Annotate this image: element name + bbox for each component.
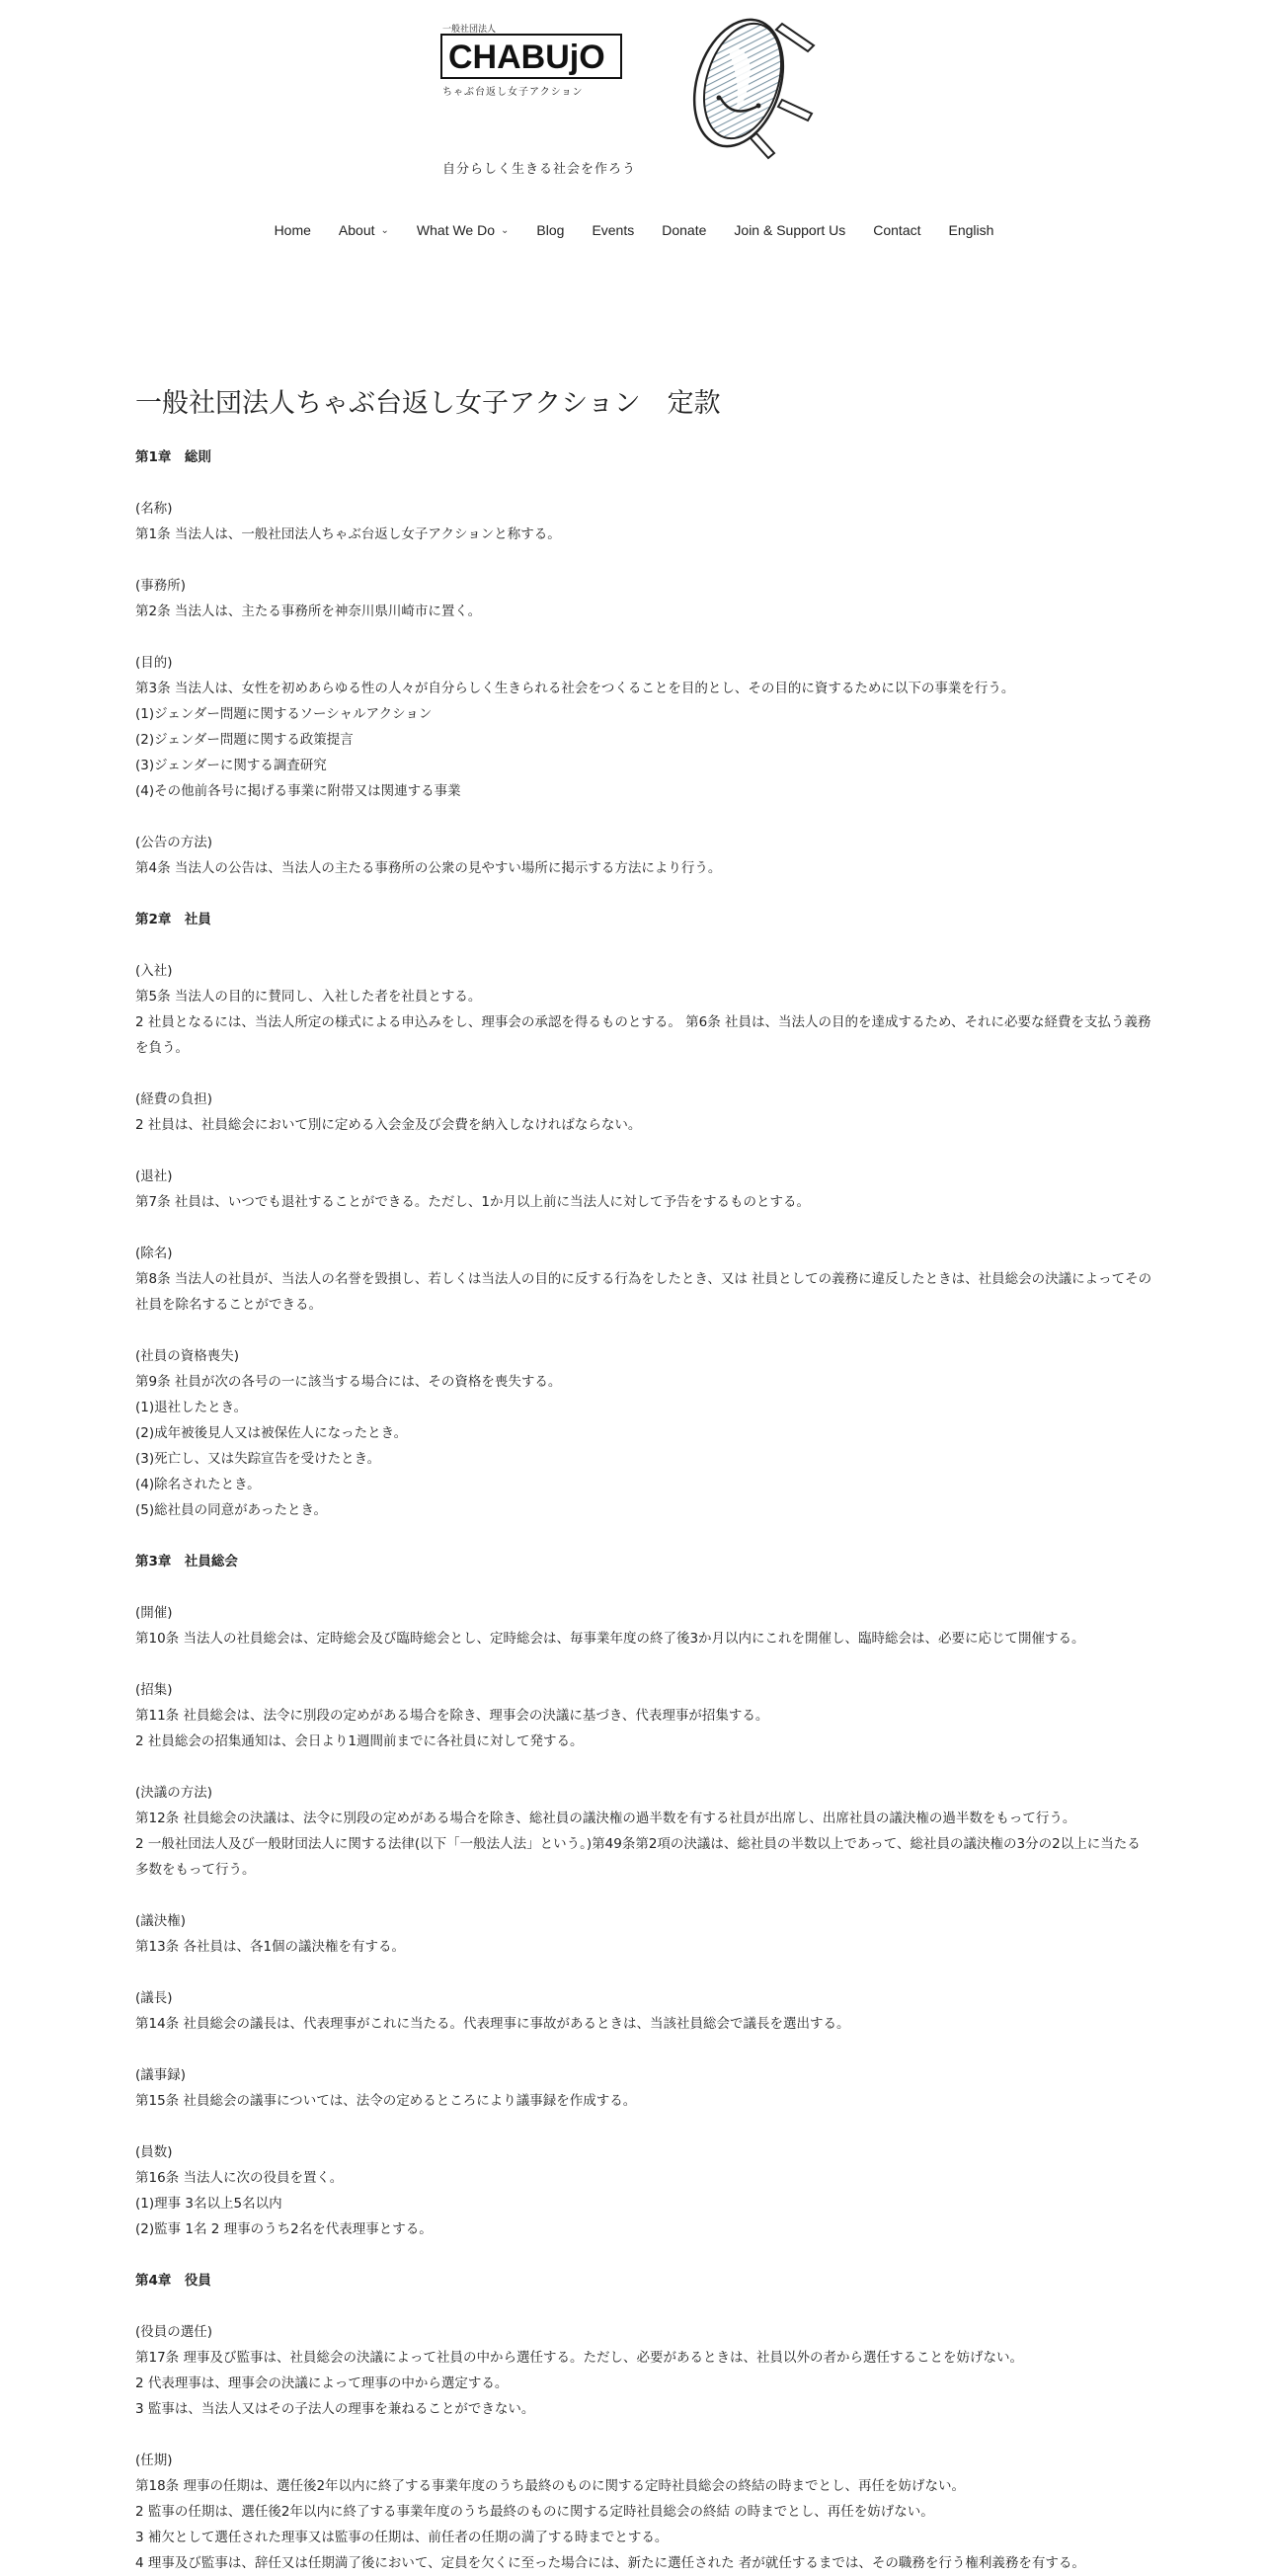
paragraph-spacer xyxy=(135,1138,1152,1164)
article-paragraph: 第11条 社員総会は、法令に別段の定めがある場合を除き、理事会の決議に基づき、代表理事が招集する。 xyxy=(135,1708,769,1724)
paragraph-spacer xyxy=(135,804,1152,830)
chapter-heading: 第4章 役員 xyxy=(135,2273,211,2289)
paragraph-spacer xyxy=(135,2422,1152,2448)
article-paragraph: (議決権) xyxy=(135,1913,187,1929)
logo-tagline: 自分らしく生きる社会を作ろう xyxy=(442,162,637,177)
article-paragraph: (1)ジェンダー問題に関するソーシャルアクション xyxy=(135,706,433,722)
article-paragraph: (入社) xyxy=(135,963,173,979)
chapter-heading: 第2章 社員 xyxy=(135,912,211,927)
nav-about[interactable] xyxy=(325,222,403,238)
logo-small-text: 一般社団法人 xyxy=(442,25,497,35)
nav-join-support-label: Join & Support Us xyxy=(734,222,846,238)
article-paragraph: (議長) xyxy=(135,1990,173,2006)
chapter-heading: 第3章 社員総会 xyxy=(135,1554,238,1570)
article-paragraph: 第5条 当法人の目的に賛同し、入社した者を社員とする。 xyxy=(135,989,482,1005)
article-paragraph: 第3条 当法人は、女性を初めあらゆる性の人々が自分らしく生きられる社会をつくることを目的とし、その目的に資するために以下の事業を行う。 xyxy=(135,681,1015,696)
nav-what-we-do[interactable] xyxy=(403,222,523,238)
article-paragraph: (議事録) xyxy=(135,2067,187,2083)
article-paragraph: (経費の負担) xyxy=(135,1091,213,1107)
article-paragraph: 3 補欠として選任された理事又は監事の任期は、前任者の任期の満了する時までとする。 xyxy=(135,2530,669,2545)
nav-donate[interactable] xyxy=(648,222,720,238)
article-paragraph: 第8条 当法人の社員が、当法人の名誉を毀損し、若しくは当法人の目的に反する行為をしたとき、又は 社員としての義務に違反したときは、社員総会の決議によってその社員を除名することができる。 xyxy=(135,1271,1152,1313)
article-paragraph: 第14条 社員総会の議長は、代表理事がこれに当たる。代表理事に事故があるときは、当該社員総会で議長を選出する。 xyxy=(135,2016,850,2032)
paragraph-spacer xyxy=(135,1754,1152,1780)
nav-contact[interactable] xyxy=(859,222,934,238)
paragraph-spacer xyxy=(135,2114,1152,2139)
article-paragraph: (事務所) xyxy=(135,578,187,594)
article-paragraph: 第7条 社員は、いつでも退社することができる。ただし、1か月以上前に当法人に対して予告をするものとする。 xyxy=(135,1194,810,1210)
article-paragraph: 4 理事及び監事は、辞任又は任期満了後において、定員を欠くに至った場合には、新たに選任された 者が就任するまでは、その職務を行う権利義務を有する。 xyxy=(135,2555,1085,2571)
chevron-down-icon: ⌄ xyxy=(380,224,389,236)
article-paragraph: (役員の選任) xyxy=(135,2324,213,2340)
paragraph-spacer xyxy=(135,881,1152,907)
nav-home-label: Home xyxy=(274,222,311,238)
nav-english[interactable] xyxy=(935,222,1008,238)
article-paragraph: (任期) xyxy=(135,2453,173,2468)
paragraph-spacer xyxy=(135,1061,1152,1087)
paragraph-spacer xyxy=(135,1215,1152,1241)
logo-subtitle: ちゃぶ台返し女子アクション xyxy=(442,87,584,98)
paragraph-spacer xyxy=(135,470,1152,496)
article-paragraph: (1)退社したとき。 xyxy=(135,1400,248,1415)
nav-events[interactable] xyxy=(578,222,648,238)
paragraph-spacer xyxy=(135,1523,1152,1549)
paragraph-spacer xyxy=(135,1318,1152,1343)
article-paragraph: 第16条 当法人に次の役員を置く。 xyxy=(135,2170,344,2186)
paragraph-spacer xyxy=(135,2242,1152,2268)
paragraph-spacer xyxy=(135,1574,1152,1600)
article-paragraph: (決議の方法) xyxy=(135,1785,213,1801)
article-paragraph: 第15条 社員総会の議事については、法令の定めるところにより議事録を作成する。 xyxy=(135,2093,637,2109)
article-paragraph: (3)死亡し、又は失踪宣告を受けたとき。 xyxy=(135,1451,381,1467)
article-paragraph: 第1条 当法人は、一般社団法人ちゃぶ台返し女子アクションと称する。 xyxy=(135,526,561,542)
article-paragraph: 2 社員となるには、当法人所定の様式による申込みをし、理事会の承認を得るものとする。 第6条 社員は、当法人の目的を達成するため、それに必要な経費を支払う義務を負う。 xyxy=(135,1014,1151,1056)
article-content xyxy=(135,385,1152,2576)
article-paragraph: 3 監事は、当法人又はその子法人の理事を兼ねることができない。 xyxy=(135,2401,535,2417)
article-paragraph: 第4条 当法人の公告は、当法人の主たる事務所の公衆の見やすい場所に掲示する方法により行う。 xyxy=(135,860,722,876)
nav-contact-label: Contact xyxy=(873,222,921,238)
chapter-heading: 第1章 総則 xyxy=(135,449,211,465)
article-paragraph: (5)総社員の同意があったとき。 xyxy=(135,1502,327,1518)
article-paragraph: (1)理事 3名以上5名以内 xyxy=(135,2196,282,2212)
paragraph-spacer xyxy=(135,547,1152,573)
site-logo[interactable] xyxy=(413,12,887,180)
paragraph-spacer xyxy=(135,1883,1152,1908)
article-paragraph: 2 一般社団法人及び一般財団法人に関する法律(以下「一般法人法」という。)第49条第2項の決議は、総社員の半数以上であって、総社員の議決権の3分の2以上に当たる多数をもって行う。 xyxy=(135,1836,1141,1878)
page-title: 一般社団法人ちゃぶ台返し女子アクション 定款 xyxy=(135,388,721,419)
nav-events-label: Events xyxy=(592,222,635,238)
article-paragraph: 第2条 当法人は、主たる事務所を神奈川県川崎市に置く。 xyxy=(135,604,482,619)
article-paragraph: (2)成年被後見人又は被保佐人になったとき。 xyxy=(135,1425,408,1441)
article-paragraph: 第17条 理事及び監事は、社員総会の決議によって社員の中から選任する。ただし、必要があるときは、社員以外の者から選任することを妨げない。 xyxy=(135,2350,1023,2366)
nav-english-label: English xyxy=(948,222,994,238)
paragraph-spacer xyxy=(135,932,1152,958)
article-paragraph: 2 社員総会の招集通知は、会日より1週間前までに各社員に対して発する。 xyxy=(135,1733,584,1749)
nav-join-support[interactable] xyxy=(720,222,859,238)
logo-title: CHABUjO xyxy=(448,39,605,76)
article-paragraph: (2)ジェンダー問題に関する政策提言 xyxy=(135,732,354,748)
article-paragraph: 第18条 理事の任期は、選任後2年以内に終了する事業年度のうち最終のものに関する定時社員総会の終結の時までとし、再任を妨げない。 xyxy=(135,2478,966,2494)
site-header xyxy=(0,0,1268,198)
article-paragraph: (開催) xyxy=(135,1605,173,1621)
article-paragraph: 2 代表理事は、理事会の決議によって理事の中から選定する。 xyxy=(135,2375,509,2391)
main-navigation xyxy=(0,215,1268,245)
nav-what-we-do-label: What We Do xyxy=(416,222,496,238)
article-paragraph: 第12条 社員総会の決議は、法令に別段の定めがある場合を除き、総社員の議決権の過半数を有する社員が出席し、出席社員の議決権の過半数をもって行う。 xyxy=(135,1811,1076,1826)
paragraph-spacer xyxy=(135,2294,1152,2319)
article-paragraph: (4)除名されたとき。 xyxy=(135,1477,261,1492)
paragraph-spacer xyxy=(135,624,1152,650)
nav-about-label: About xyxy=(338,222,375,238)
paragraph-spacer xyxy=(135,1651,1152,1677)
article-paragraph: (4)その他前各号に掲げる事業に附帯又は関連する事業 xyxy=(135,783,461,799)
article-paragraph: 第13条 各社員は、各1個の議決権を有する。 xyxy=(135,1939,406,1955)
chevron-down-icon: ⌄ xyxy=(501,224,510,236)
article-paragraph: (3)ジェンダーに関する調査研究 xyxy=(135,758,327,773)
article-paragraph: (公告の方法) xyxy=(135,835,213,850)
article-paragraph: (目的) xyxy=(135,655,173,671)
nav-blog-label: Blog xyxy=(536,222,565,238)
nav-donate-label: Donate xyxy=(662,222,707,238)
article-paragraph: (2)監事 1名 2 理事のうち2名を代表理事とする。 xyxy=(135,2221,433,2237)
nav-blog[interactable] xyxy=(522,222,578,238)
paragraph-spacer xyxy=(135,2037,1152,2062)
logo-title-box xyxy=(440,34,622,79)
article-paragraph: 第9条 社員が次の各号の一に該当する場合には、その資格を喪失する。 xyxy=(135,1374,562,1390)
article-paragraph: 2 監事の任期は、選任後2年以内に終了する事業年度のうち最終のものに関する定時社員総会の終結 の時までとし、再任を妨げない。 xyxy=(135,2504,934,2520)
article-paragraph: 2 社員は、社員総会において別に定める入会金及び会費を納入しなければならない。 xyxy=(135,1117,642,1133)
article-paragraph: 第10条 当法人の社員総会は、定時総会及び臨時総会とし、定時総会は、毎事業年度の終了後3か月以内にこれを開催し、臨時総会は、必要に応じて開催する。 xyxy=(135,1631,1085,1647)
paragraph-spacer xyxy=(135,1960,1152,1985)
article-paragraph: (社員の資格喪失) xyxy=(135,1348,240,1364)
chabudai-table-icon xyxy=(660,12,847,170)
article-body xyxy=(135,444,1152,2576)
article-paragraph: (招集) xyxy=(135,1682,173,1698)
article-paragraph: (名称) xyxy=(135,501,173,517)
nav-home[interactable] xyxy=(261,222,325,238)
article-paragraph: (退社) xyxy=(135,1168,173,1184)
article-paragraph: (員数) xyxy=(135,2144,173,2160)
article-paragraph: (除名) xyxy=(135,1246,173,1261)
